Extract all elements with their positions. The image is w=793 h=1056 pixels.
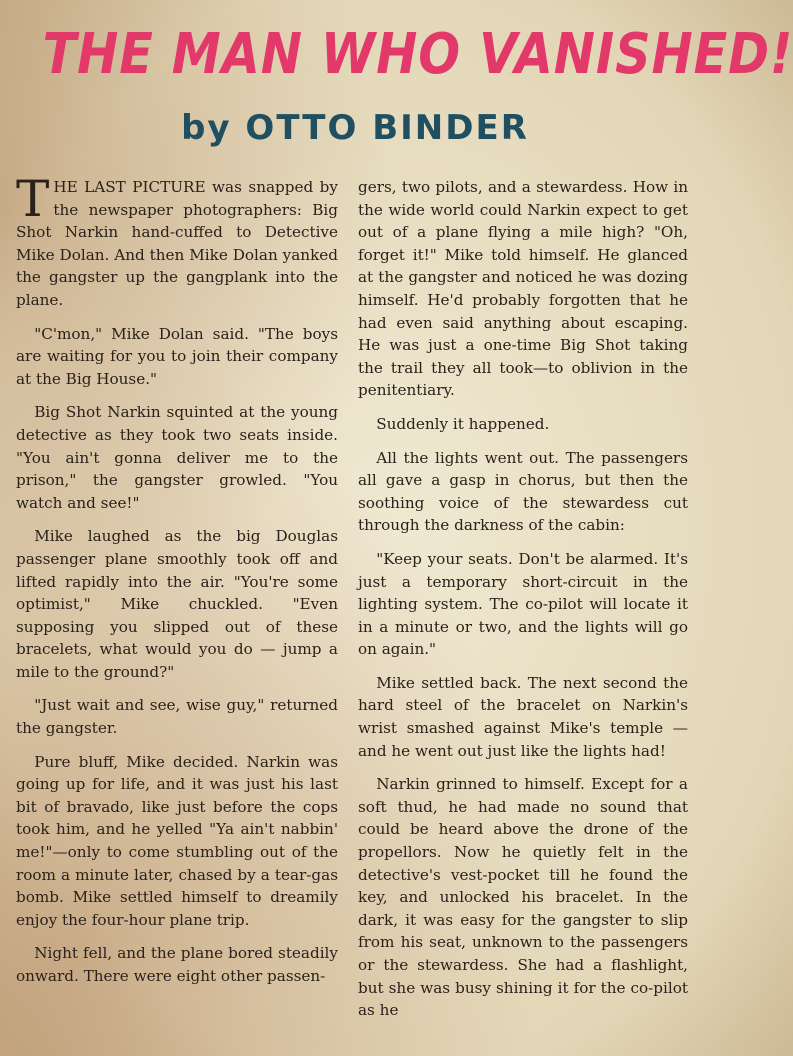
right-column — [358, 176, 688, 1033]
drop-cap: T — [16, 170, 50, 228]
paragraph: "Just wait and see, wise guy," returned the gangster. — [16, 696, 338, 738]
paragraph: Big Shot Narkin squinted at the young detective as they took two seats inside. "You ain't gonna deliver me to the prison," the gangster growled. "You watch and see!" — [16, 403, 338, 512]
paragraph: Mike laughed as the big Douglas passenger plane smoothly took off and lifted rapidly into the air. "You're some optimist," Mike chuckled. "Even supposing you slipped out of these bracelets, what would you do — jump a mile to the ground?" — [16, 527, 338, 681]
story-title: THE MAN WHO VANISHED! — [42, 22, 793, 87]
paragraph: "Keep your seats. Don't be alarmed. It's just a temporary short-circuit in the lighting system. The co-pilot will locate it in a minute or two, and the lights will go on again." — [358, 549, 688, 659]
paragraph: "C'mon," Mike Dolan said. "The boys are waiting for you to join their company at the Big House." — [16, 324, 338, 388]
paragraph: Night fell, and the plane bored steadily onward. There were eight other passen- — [16, 944, 338, 985]
paragraph: Narkin grinned to himself. Except for a soft thud, he had made no sound that could be heard above the drone of the propellors. Now he quietly felt in the detective's vest-pocket till he found the key, and unlocked his bracelet. In the dark, it was easy for the gangster to slip from his seat, unknown to the passengers or the stewardess. She had a flashlight, but she was busy shining it for the co-pilot as he — [358, 775, 688, 1020]
paragraph-text: HE LAST PICTURE was snapped by the newspaper photographers: Big Shot Narkin hand-cuffed to Detective Mike Dolan. And then Mike Dolan yanked the gangster up the gangplank into the plane. — [16, 178, 338, 309]
paragraph: All the lights went out. The passengers all gave a gasp in chorus, but then the soothing voice of the stewardess cut through the darkness of the cabin: — [358, 448, 688, 535]
left-column — [16, 170, 338, 999]
paragraph: Suddenly it happened. — [376, 414, 550, 433]
author-byline: by OTTO BINDER — [181, 108, 529, 148]
paragraph: gers, two pilots, and a stewardess. How in the wide world could Narkin expect to get out of a plane flying a mile high? "Oh, forget it!" Mike told himself. He glanced at the gangster and noticed he was dozing himself. He'd probably forgotten that he had even said anything about escaping. He was just a one-time Big Shot taking the trail they all took—to oblivion in the penitentiary. — [358, 178, 688, 400]
paragraph: Mike settled back. The next second the hard steel of the bracelet on Narkin's wrist smashed against Mike's temple — and he went out just like the lights had! — [358, 673, 688, 760]
paragraph — [16, 170, 338, 312]
paragraph: Pure bluff, Mike decided. Narkin was going up for life, and it was just his last bit of bravado, like just before the cops took him, and he yelled "Ya ain't nabbin' me!"—only to come stumbling out of the room a minute later, chased by a tear-gas bomb. Mike settled himself to dreamily enjoy the four-hour plane trip. — [16, 752, 338, 929]
